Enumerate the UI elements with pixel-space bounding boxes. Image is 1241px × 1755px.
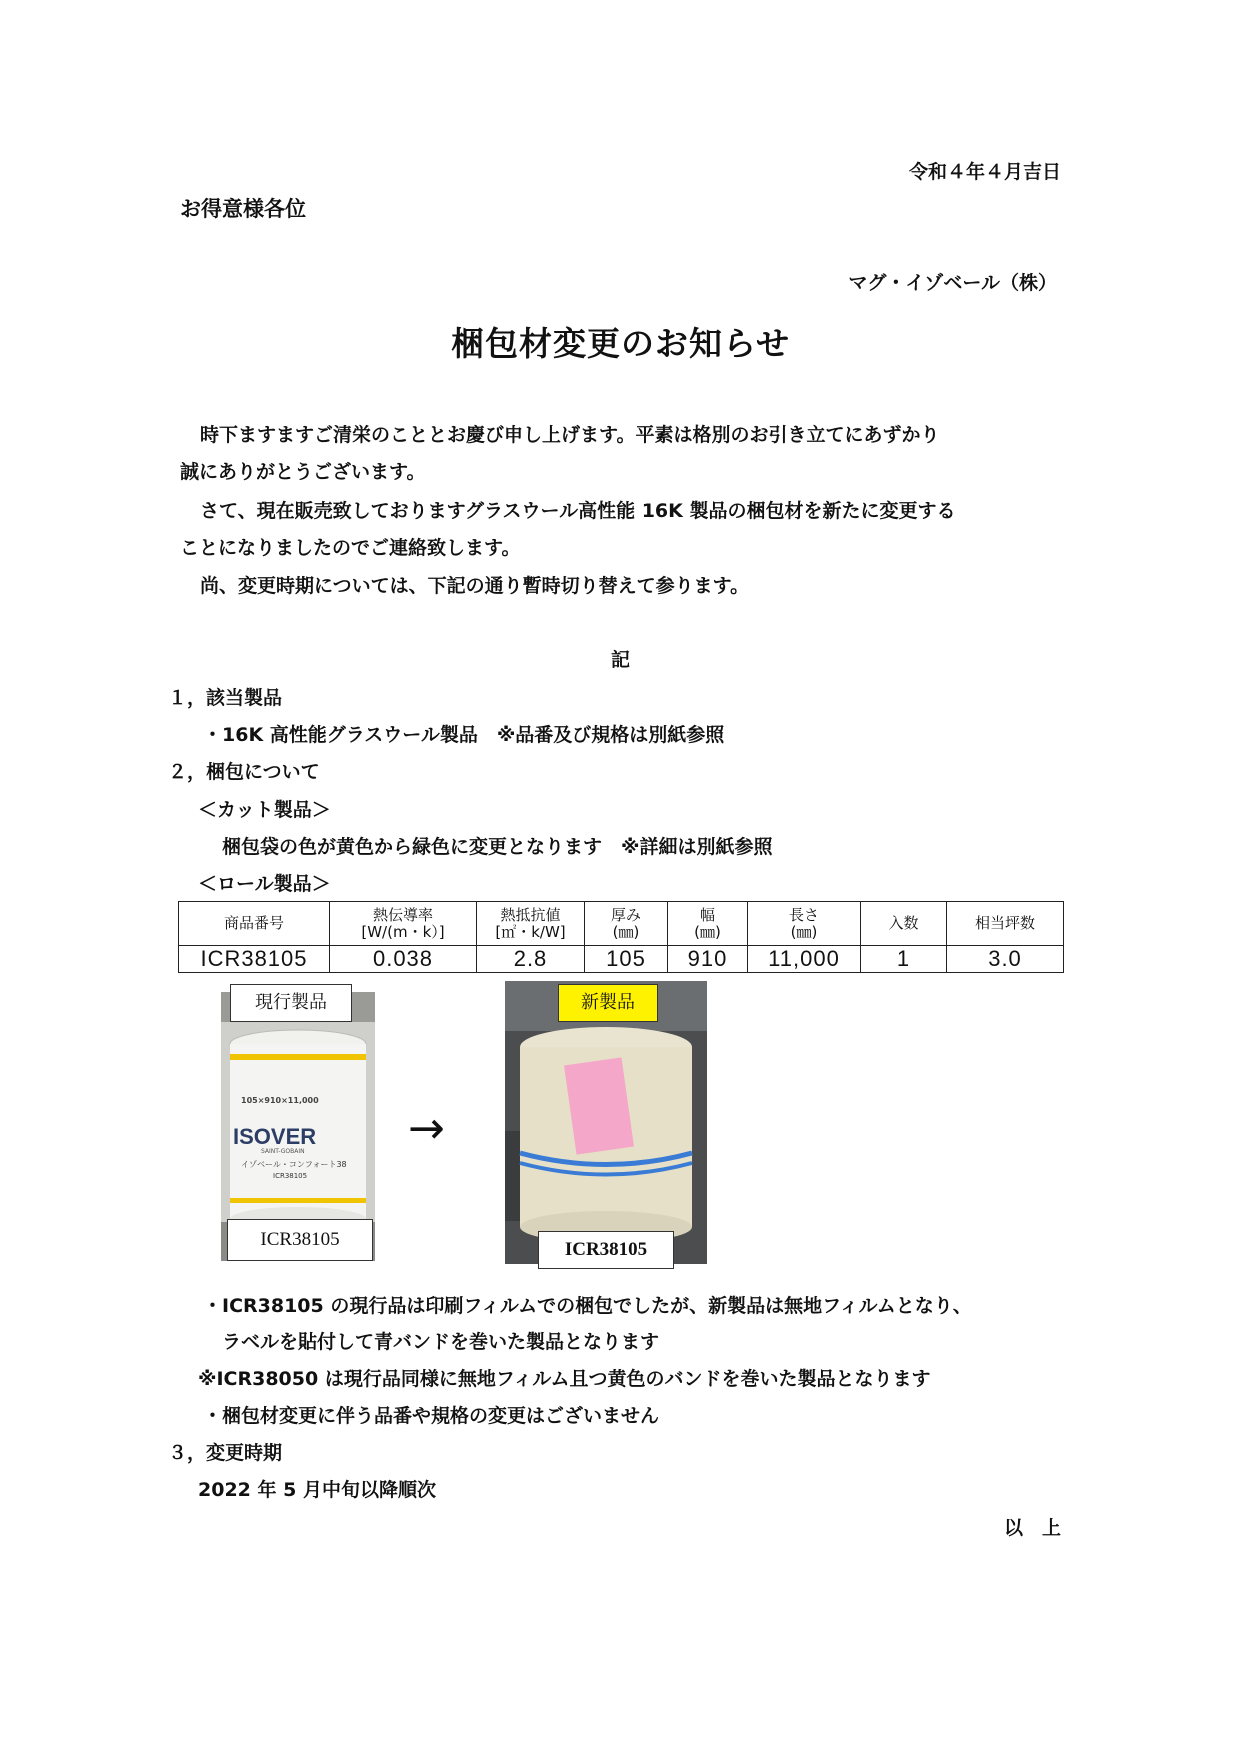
- new-product-code: ICR38105: [538, 1231, 674, 1269]
- section-1-item: ・16K 高性能グラスウール製品 ※品番及び規格は別紙参照: [203, 724, 725, 746]
- table-cell: 1: [861, 946, 947, 973]
- table-cell: 11,000: [748, 946, 861, 973]
- recipient: お得意様各位: [180, 197, 306, 221]
- packaging-dimensions: 105×910×11,000: [241, 1096, 319, 1105]
- section-1-heading: １，該当製品: [168, 687, 283, 709]
- isover-logo: ISOVER: [233, 1124, 317, 1149]
- intro-paragraph-3: 尚、変更時期については、下記の通り暫時切り替えて参ります。: [200, 575, 750, 597]
- header-cell: 熱抵抗値 [㎡・k/W]: [477, 902, 585, 946]
- saint-gobain-text: SAINT-GOBAIN: [261, 1148, 305, 1155]
- section-3-text: 2022 年 5 月中旬以降順次: [198, 1479, 436, 1501]
- new-product-illustration: [505, 981, 707, 1264]
- intro-paragraph-2-line-1: さて、現在販売致しておりますグラスウール高性能 16K 製品の梱包材を新たに変更する: [200, 500, 956, 522]
- new-product-photo: [505, 981, 707, 1264]
- note-3: ・梱包材変更に伴う品番や規格の変更はございません: [203, 1405, 660, 1427]
- intro-paragraph-2-line-2: ことになりましたのでご連絡致します。: [180, 537, 521, 559]
- roll-spec-table: [178, 901, 1064, 973]
- section-2-heading: ２，梱包について: [168, 761, 320, 783]
- header-cell: 長さ (㎜): [748, 902, 861, 946]
- table-header-row: [179, 902, 1064, 946]
- table-cell: 105: [585, 946, 668, 973]
- header-cell: 厚み (㎜): [585, 902, 668, 946]
- document-date: 令和４年４月吉日: [908, 161, 1061, 183]
- note-2: ※ICR38050 は現行品同様に無地フィルム且つ黄色のバンドを巻いた製品となります: [198, 1368, 931, 1390]
- header-cell: 熱伝導率 [W/(m・k）]: [330, 902, 477, 946]
- company-name: マグ・イゾベール（株）: [848, 272, 1057, 294]
- packaging-product-code: ICR38105: [273, 1172, 308, 1180]
- header-cell: 入数: [861, 902, 947, 946]
- current-product-code: ICR38105: [227, 1219, 373, 1261]
- table-cell: ICR38105: [179, 946, 330, 973]
- header-cell: 相当坪数: [947, 902, 1064, 946]
- new-product-label: 新製品: [558, 984, 658, 1022]
- table-cell: 3.0: [947, 946, 1064, 973]
- table-row: [179, 946, 1064, 973]
- header-cell: 商品番号: [179, 902, 330, 946]
- note-1-line-2: ラベルを貼付して青バンドを巻いた製品となります: [222, 1331, 660, 1353]
- cut-products-heading: ＜カット製品＞: [198, 799, 331, 821]
- arrow-icon: →: [408, 1103, 445, 1154]
- cut-products-text: 梱包袋の色が黄色から緑色に変更となります ※詳細は別紙参照: [222, 836, 773, 858]
- table-cell: 2.8: [477, 946, 585, 973]
- header-cell: 幅 (㎜): [668, 902, 748, 946]
- current-product-label: 現行製品: [230, 984, 352, 1022]
- closing-text: 以 上: [1003, 1517, 1061, 1539]
- table-cell: 0.038: [330, 946, 477, 973]
- packaging-product-name: イゾベール・コンフォート38: [241, 1160, 347, 1169]
- intro-paragraph-1-line-2: 誠にありがとうございます。: [180, 461, 426, 483]
- ki-heading: 記: [611, 649, 631, 671]
- note-1-line-1: ・ICR38105 の現行品は印刷フィルムでの梱包でしたが、新製品は無地フィルムとなり、: [203, 1295, 972, 1317]
- table-cell: 910: [668, 946, 748, 973]
- intro-paragraph-1-line-1: 時下ますますご清栄のこととお慶び申し上げます。平素は格別のお引き立てにあずかり: [200, 424, 940, 446]
- section-3-heading: ３，変更時期: [168, 1442, 283, 1464]
- roll-products-heading: ＜ロール製品＞: [198, 873, 331, 895]
- page-title: 梱包材変更のお知らせ: [450, 324, 790, 363]
